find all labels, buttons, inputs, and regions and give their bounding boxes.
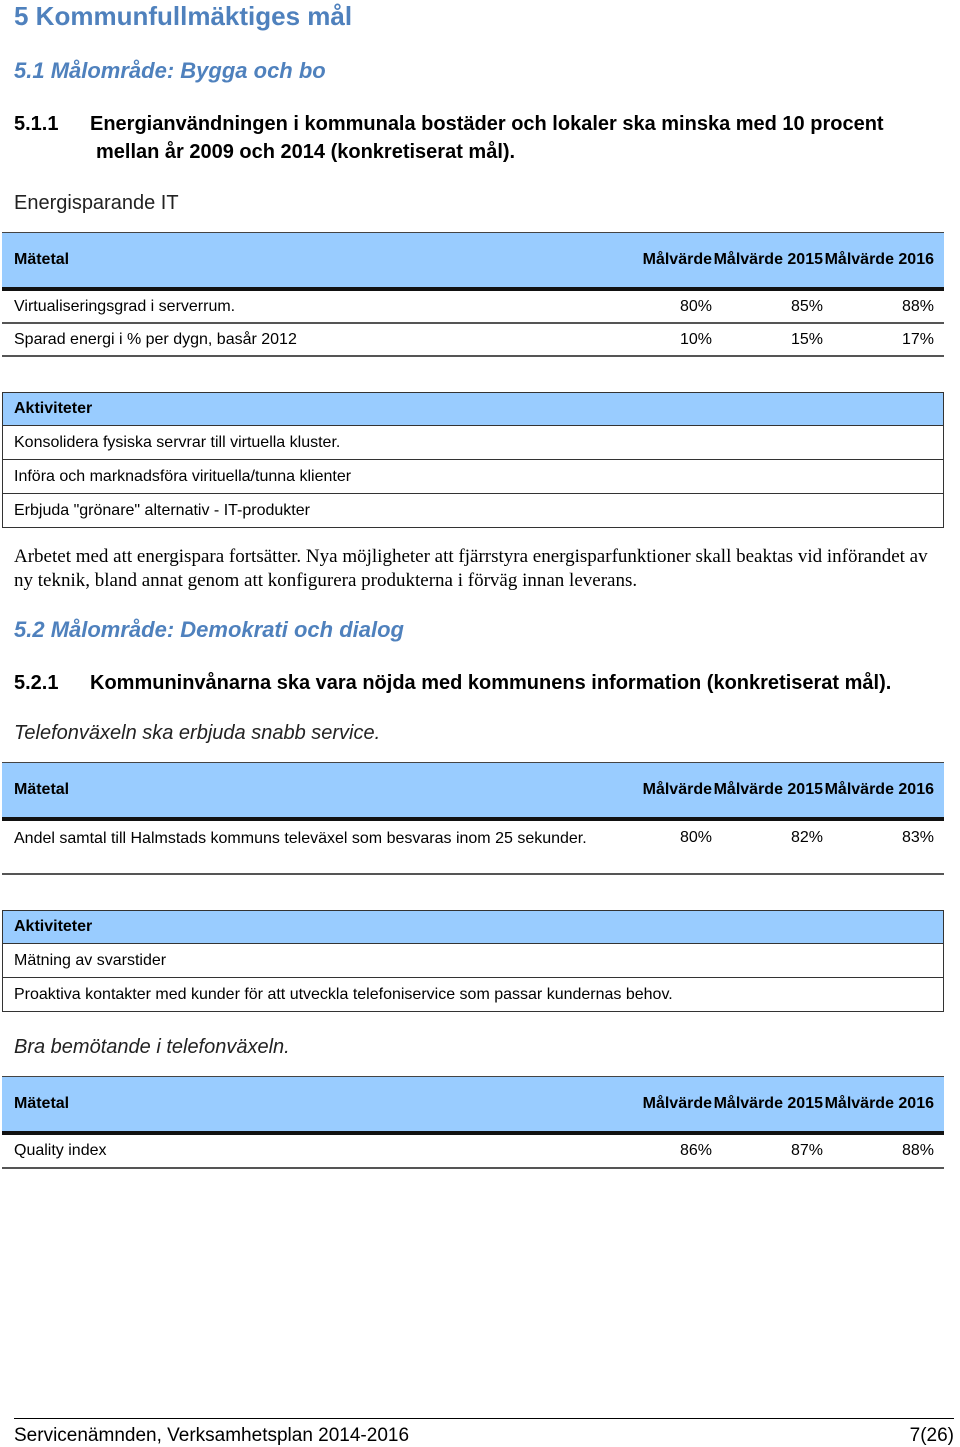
goal-number: 5.1.1 (14, 113, 59, 135)
header-target-2015: Målvärde 2015 (713, 251, 823, 268)
table-header (2, 762, 944, 821)
list-item: Konsolidera fysiska servrar till virtuella kluster. (3, 426, 943, 460)
metrics-table-it (2, 232, 944, 357)
list-item: Erbjuda "grönare" alternativ - IT-produkter (14, 501, 310, 519)
metrics-table-quality (2, 1076, 944, 1169)
header-target: Målvärde (642, 251, 712, 268)
row-metric: Andel samtal till Halmstads kommuns televäxel som besvaras inom 25 sekunder. (14, 830, 587, 847)
row-target-2016: 88% (901, 1142, 934, 1159)
header-target-2016: Målvärde 2016 (824, 1095, 934, 1112)
row-target: 80% (679, 297, 712, 315)
metrics-table-phone (2, 762, 944, 875)
row-target: 10% (679, 330, 712, 348)
activities-table-phone (2, 910, 944, 1012)
footer-page-number: 7(26) (909, 1425, 954, 1446)
row-metric: Virtualiseringsgrad i serverrum. (14, 297, 236, 315)
table-row (2, 291, 944, 324)
goal-text: Kommuninvånarna ska vara nöjda med kommunens information (konkretiserat mål). (90, 672, 892, 694)
row-target-2015: 87% (790, 1142, 823, 1159)
goal-number: 5.2.1 (14, 672, 59, 694)
header-target-2015: Målvärde 2015 (713, 1095, 823, 1112)
row-target-2016: 83% (901, 829, 934, 846)
page-footer (14, 1418, 954, 1447)
header-metric: Mätetal (14, 781, 70, 798)
table-row (2, 324, 944, 357)
table-header (2, 1076, 944, 1135)
header-metric: Mätetal (14, 251, 70, 268)
goal-5-1-1 (14, 110, 884, 166)
row-target-2015: 82% (790, 829, 823, 846)
row-metric: Sparad energi i % per dygn, basår 2012 (14, 330, 297, 348)
list-item: Mätning av svarstider (3, 944, 943, 978)
row-target: 86% (679, 1142, 712, 1159)
activities-table-it (2, 392, 944, 528)
subgoal-telefonvaxel: Telefonväxeln ska erbjuda snabb service. (14, 722, 381, 744)
list-item: Införa och marknadsföra virituella/tunna klienter (3, 460, 943, 494)
activities-header: Aktiviteter (3, 911, 943, 944)
row-target: 80% (679, 829, 712, 846)
section-title-5-1: 5.1 Målområde: Bygga och bo (14, 58, 326, 83)
table-row (2, 1135, 944, 1169)
subgoal-bemotande: Bra bemötande i telefonväxeln. (14, 1036, 290, 1058)
footer-document-title: Servicenämnden, Verksamhetsplan 2014-2016 (14, 1425, 410, 1446)
header-metric: Mätetal (14, 1095, 70, 1112)
header-target-2016: Målvärde 2016 (824, 781, 934, 798)
activities-header: Aktiviteter (3, 393, 943, 426)
goal-line-1: Energianvändningen i kommunala bostäder och lokaler ska minska med 10 procent (90, 113, 884, 135)
list-item: Proaktiva kontakter med kunder för att utveckla telefoniservice som passar kundernas behov. (14, 985, 673, 1003)
row-target-2016: 88% (901, 297, 934, 315)
paragraph-energy: Arbetet med att energispara fortsätter. Nya möjligheter att fjärrstyra energisparfunktioner skall beaktas vid införandet av ny teknik, bland annat genom att konfigurera produkterna i förväg innan leverans. (14, 546, 928, 591)
chapter-title: 5 Kommunfullmäktiges mål (14, 1, 353, 31)
row-target-2015: 15% (790, 330, 823, 348)
table-row (2, 821, 944, 875)
row-target-2015: 85% (790, 297, 823, 315)
goal-5-2-1 (14, 669, 891, 697)
table-header (2, 232, 944, 291)
header-target: Målvärde (642, 781, 712, 798)
section-title-5-2: 5.2 Målområde: Demokrati och dialog (14, 617, 404, 642)
row-metric: Quality index (14, 1142, 107, 1159)
subgoal-energisparande: Energisparande IT (14, 192, 179, 214)
header-target-2015: Målvärde 2015 (713, 781, 823, 798)
row-target-2016: 17% (901, 330, 934, 348)
header-target: Målvärde (642, 1095, 712, 1112)
goal-line-2: mellan år 2009 och 2014 (konkretiserat mål). (96, 141, 516, 163)
header-target-2016: Målvärde 2016 (824, 251, 934, 268)
